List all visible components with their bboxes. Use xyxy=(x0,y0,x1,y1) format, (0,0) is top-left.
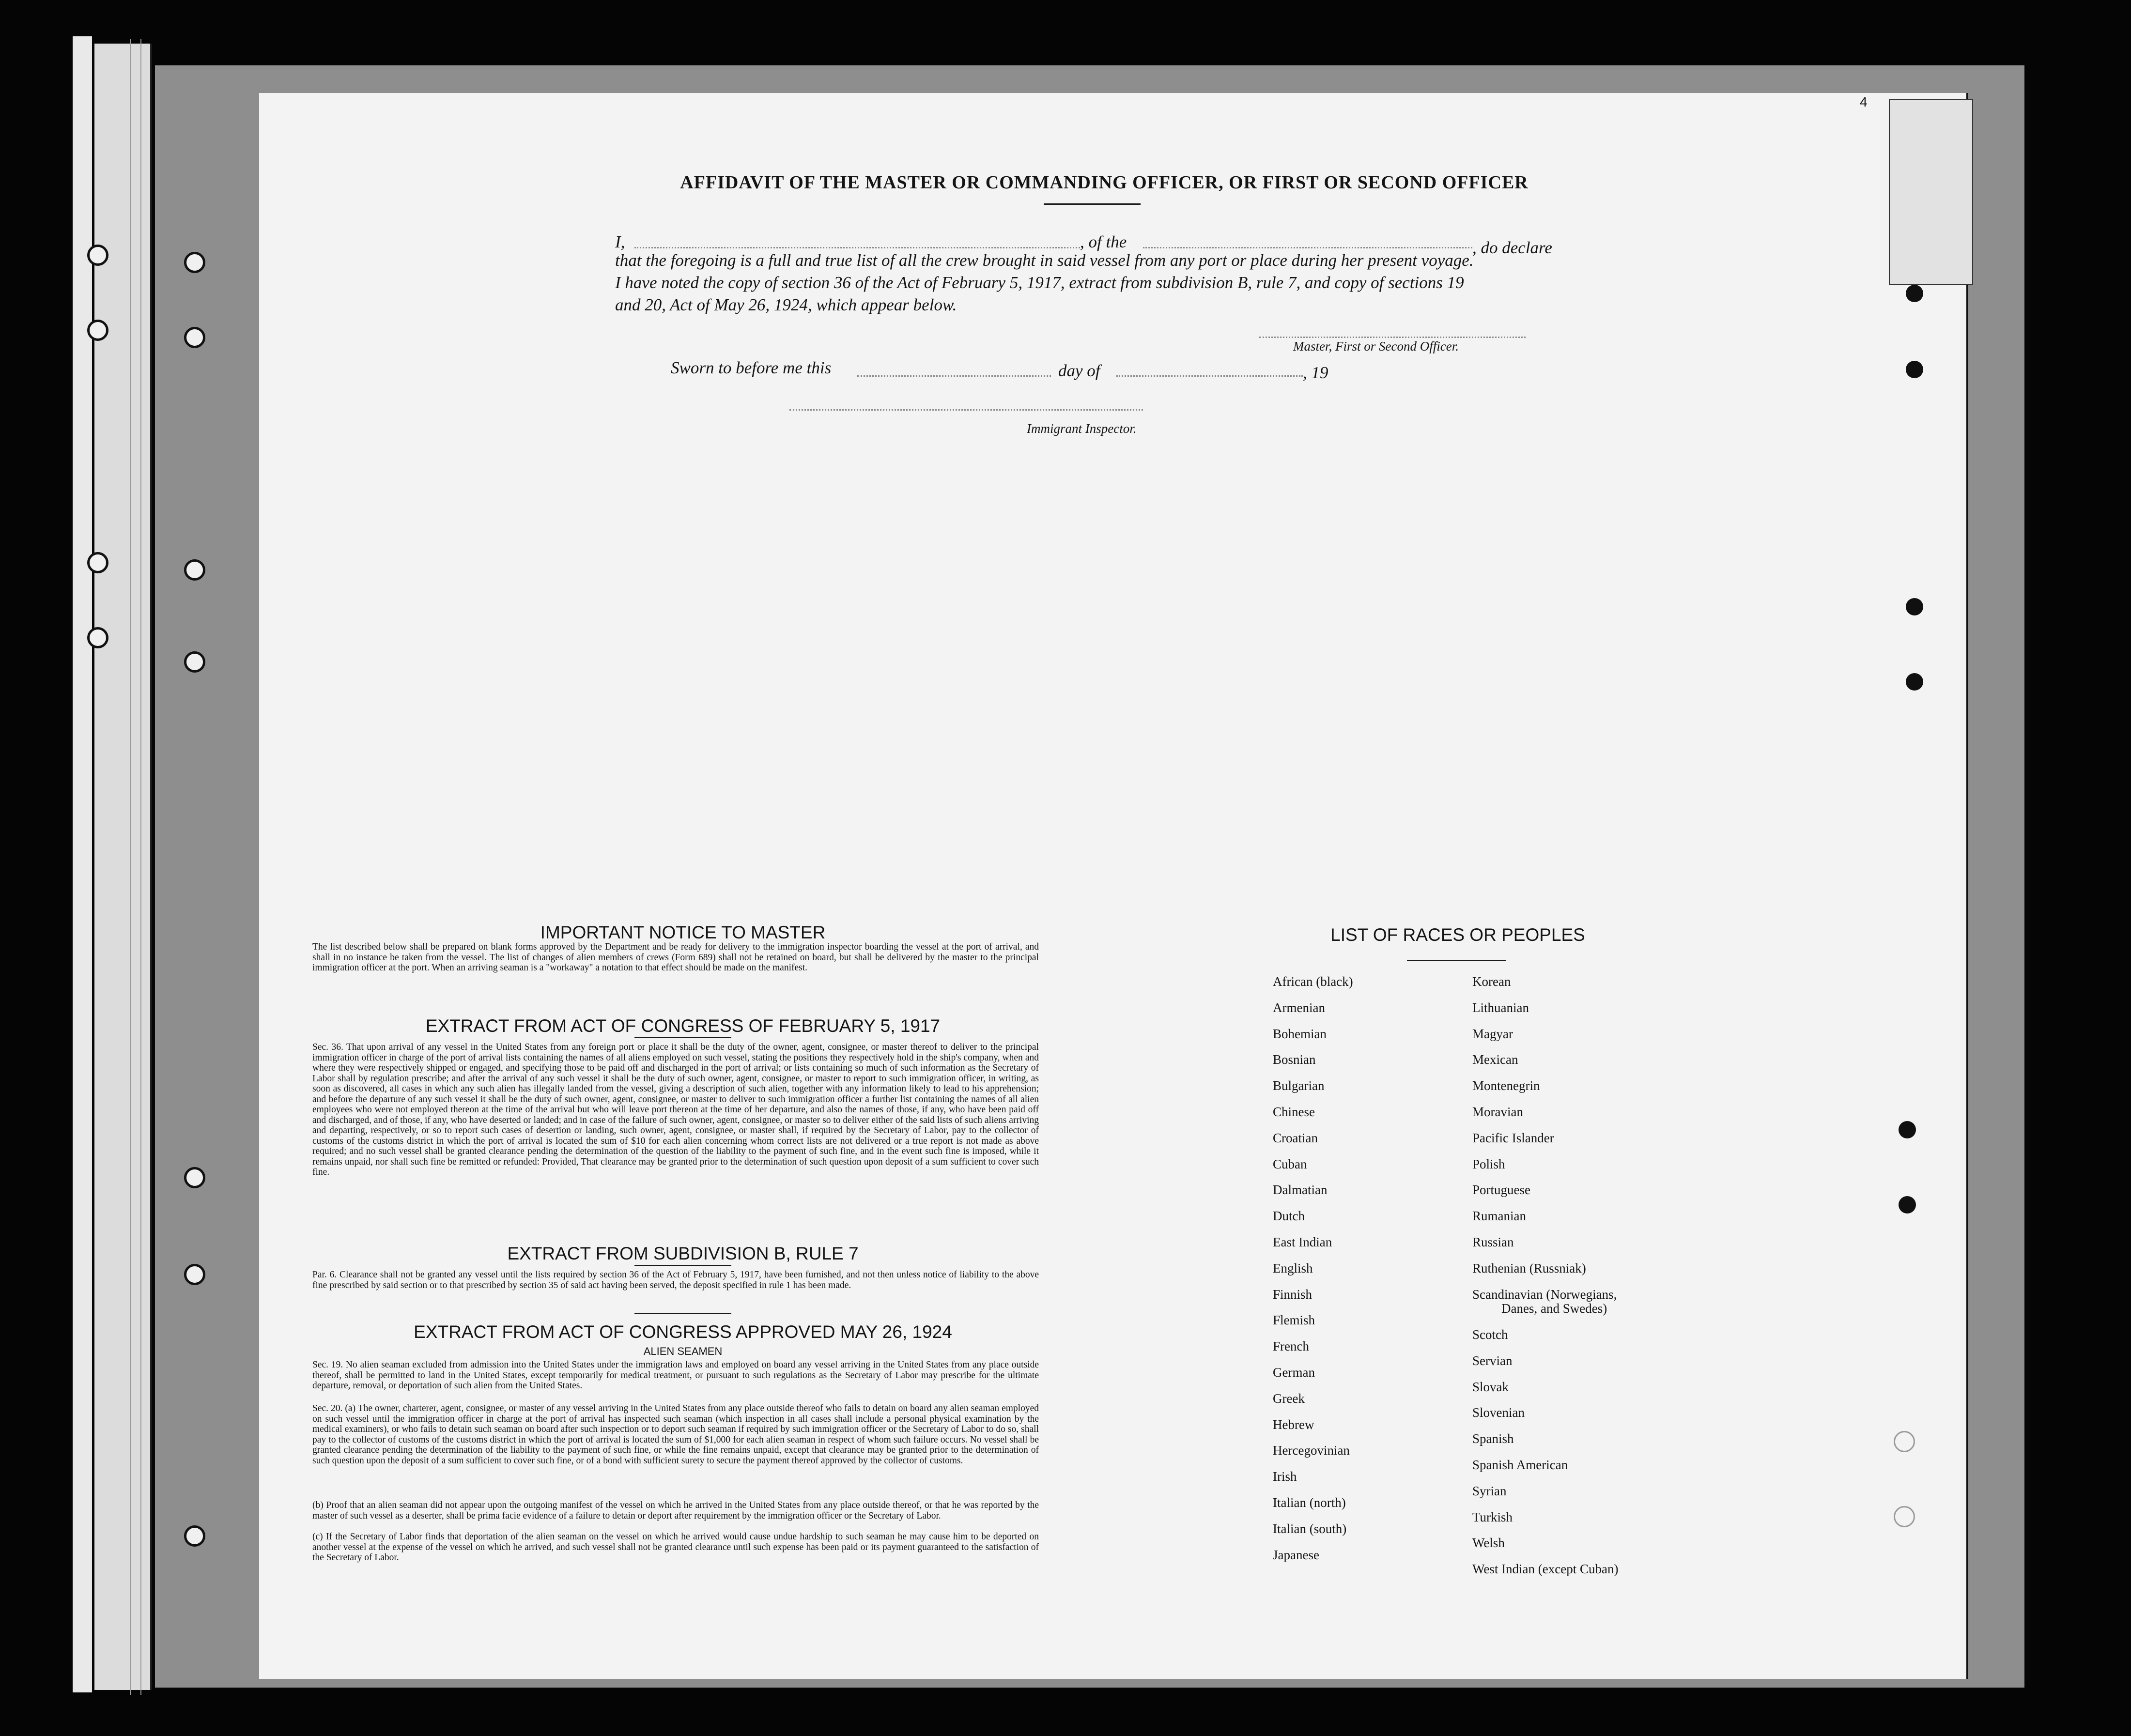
sec20c-text: (c) If the Secretary of Labor finds that deportation of the alien seaman on the vessel on which he arrived would cause undue hardship to such seaman he may cause him to be deported on another vessel at the expense of the vessel on which he arrived, and such vessel shall not be granted clearance until such expense has been paid or its payment guaranteed to the satisfaction of the Secretary of Labor. xyxy=(312,1532,1039,1563)
race-item: Greek xyxy=(1273,1391,1305,1406)
race-item: Dutch xyxy=(1273,1209,1305,1223)
punch-hole xyxy=(1906,285,1923,302)
punch-hole xyxy=(1906,673,1923,691)
race-item: Welsh xyxy=(1472,1536,1505,1550)
race-item: Syrian xyxy=(1472,1484,1507,1498)
extract-1917-title: EXTRACT FROM ACT OF CONGRESS OF FEBRUARY 5, 1917 xyxy=(425,1016,941,1036)
race-item: German xyxy=(1273,1365,1315,1380)
race-item: Bohemian xyxy=(1273,1027,1327,1041)
inspector-label: Immigrant Inspector. xyxy=(1027,421,1137,436)
punch-hole xyxy=(1894,1506,1915,1527)
race-item: Mexican xyxy=(1472,1052,1518,1067)
race-item: Hercegovinian xyxy=(1273,1443,1350,1458)
race-item: Slovak xyxy=(1472,1380,1509,1394)
notice-title: IMPORTANT NOTICE TO MASTER xyxy=(540,922,826,942)
punch-hole xyxy=(1899,1196,1916,1214)
race-item: Turkish xyxy=(1472,1510,1513,1524)
extract-1924-title: EXTRACT FROM ACT OF CONGRESS APPROVED MAY 26, 1924 xyxy=(414,1322,952,1342)
sec20a-text: Sec. 20. (a) The owner, charterer, agent, consignee, or master of any vessel arriving in the United States from any place outside thereof who fails to detain on board any alien seaman employed on such vessel until the immigration officer in charge at the port of arrival has inspected such seaman (which inspection in all cases shall include a personal physical examination by the medical examiners), or who fails to detain such seaman on board after such inspection or to deport such seaman if required by such immigration officer or the Secretary of Labor to do so, shall pay to the collector of customs of the customs district in which the port of arrival is located the sum of $1,000 for each alien seaman in respect of whom such failure occurs. No vessel shall be granted clearance pending the determination of the liability to the payment of such fine, or while the fine remains unpaid, except that clearance may be granted prior to the determination of such question upon the deposit of a sum sufficient to cover such fine, or of a bond with sufficient surety to secure the payment thereof approved by the collector of customs. xyxy=(312,1403,1039,1466)
sec19-text: Sec. 19. No alien seaman excluded from admission into the United States under the immigration laws and employed on board any vessel arriving in the United States from any place outside thereof, shall be permitted to land in the United States, except temporarily for medical treatment, or pursuant to such regulations as the Secretary of Labor may prescribe for the ultimate departure, removal, or deportation of such alien from the United States. xyxy=(312,1360,1039,1391)
affidavit-line-1: that the foregoing is a full and true list of all the crew brought in said vessel from any port or place during her present voyage. xyxy=(615,251,1474,270)
race-item: Portuguese xyxy=(1472,1183,1530,1197)
race-item: Montenegrin xyxy=(1472,1078,1540,1093)
sec20b-text: (b) Proof that an alien seaman did not appear upon the outgoing manifest of the vessel on which he arrived in the United States from any place outside thereof, or that he was reported by the master of such vessel as a deserter, shall be prima facie evidence of a failure to detain or deport after requirement by the immigration officer or the Secretary of Labor. xyxy=(312,1500,1039,1521)
affidavit-do-declare: , do declare xyxy=(1472,238,1552,257)
race-item: Moravian xyxy=(1472,1105,1523,1119)
race-item: Scandinavian (Norwegians, xyxy=(1472,1287,1617,1302)
race-item: Lithuanian xyxy=(1472,1000,1529,1015)
rule xyxy=(634,1265,731,1266)
race-item: Japanese xyxy=(1273,1548,1319,1562)
rule xyxy=(634,1313,731,1314)
race-item: Bosnian xyxy=(1273,1052,1316,1067)
race-item: Spanish xyxy=(1472,1431,1514,1446)
back-sheet-strip xyxy=(94,44,152,1690)
binder-hole xyxy=(87,320,108,341)
races-title: LIST OF RACES OR PEOPLES xyxy=(1330,925,1585,945)
binder-hole xyxy=(184,651,205,673)
rule7-title: EXTRACT FROM SUBDIVISION B, RULE 7 xyxy=(507,1244,859,1263)
race-item: Russian xyxy=(1472,1235,1514,1249)
race-item: Polish xyxy=(1472,1157,1505,1171)
binder-hole xyxy=(184,1167,205,1188)
race-item: West Indian (except Cuban) xyxy=(1472,1562,1619,1576)
sworn-day-line xyxy=(857,375,1051,377)
affidavit-line-3: and 20, Act of May 26, 1924, which appear below. xyxy=(615,295,957,314)
affidavit-title: AFFIDAVIT OF THE MASTER OR COMMANDING OFFICER, OR FIRST OR SECOND OFFICER xyxy=(680,172,1529,193)
punch-hole xyxy=(1899,1121,1916,1138)
race-item: Servian xyxy=(1472,1353,1513,1368)
binder-hole xyxy=(87,552,108,573)
name-blank-line xyxy=(634,247,1080,248)
race-item: Italian (south) xyxy=(1273,1521,1347,1536)
page-number: 4 xyxy=(1860,94,1868,109)
binder-hole xyxy=(184,559,205,581)
rule xyxy=(634,1037,731,1038)
binder-hole xyxy=(184,1264,205,1285)
race-item: African (black) xyxy=(1273,974,1353,989)
binder-hole xyxy=(87,627,108,648)
binder-hole xyxy=(184,1525,205,1547)
race-item: Korean xyxy=(1472,974,1511,989)
back-sheet-edge xyxy=(73,36,92,1692)
race-item: Dalmatian xyxy=(1273,1183,1328,1197)
race-item: Chinese xyxy=(1273,1105,1315,1119)
binder-hole xyxy=(184,327,205,348)
race-item: Spanish American xyxy=(1472,1458,1568,1472)
race-item: Hebrew xyxy=(1273,1417,1314,1432)
corner-tab xyxy=(1889,99,1973,285)
race-item: Flemish xyxy=(1273,1313,1315,1327)
punch-hole xyxy=(1894,1431,1915,1452)
extract-1924-subtitle: ALIEN SEAMEN xyxy=(643,1345,723,1357)
rule xyxy=(1407,960,1506,961)
vessel-blank-line xyxy=(1143,247,1472,248)
binder-hole xyxy=(87,245,108,266)
race-item: Cuban xyxy=(1273,1157,1307,1171)
rule7-text: Par. 6. Clearance shall not be granted any vessel until the lists required by section 36 of the Act of February 5, 1917, have been furnished, and not then unless notice of liability to the above fine prescribed by said section or to that prescribed by section 35 of said act having been served, the deposit specified in rule 1 has been made. xyxy=(312,1270,1039,1290)
title-rule xyxy=(1044,203,1141,205)
affidavit-of-the: , of the xyxy=(1080,232,1127,251)
race-item: Rumanian xyxy=(1472,1209,1526,1223)
month-line xyxy=(1116,375,1303,377)
punch-hole xyxy=(1906,361,1923,378)
race-item: Slovenian xyxy=(1472,1405,1525,1420)
strip-line xyxy=(140,39,141,1695)
affidavit-i-label: I, xyxy=(615,232,625,251)
race-item: Finnish xyxy=(1273,1287,1313,1302)
master-signature-label: Master, First or Second Officer. xyxy=(1293,339,1459,353)
race-item: Irish xyxy=(1273,1469,1297,1484)
sworn-label: Sworn to before me this xyxy=(671,358,832,377)
extract-1917-text: Sec. 36. That upon arrival of any vessel in the United States from any foreign port or place it shall be the duty of the owner, agent, consignee, or master thereof to deliver to the principal immigration officer in charge of the port of arrival lists containing the names of all aliens employed on such vessel, stating the positions they respectively hold in the ship's company, when and where they were respectively shipped or engaged, and specifying those to be paid off and discharged in the port of arrival; or lists containing so much of such information as the Secretary of Labor shall by regulation prescribe; and after the arrival of any such vessel it shall be the duty of such owner, agent, consignee, or master to report to such immigration officer, in writing, as soon as discovered, all cases in which any such alien has illegally landed from the vessel, giving a description of such alien, together with any information likely to lead to his apprehension; and before the departure of any such vessel it shall be the duty of such owner, agent, consignee, or master to deliver to such immigration officer a further list containing the names of all alien employees who were not employed thereon at the time of the arrival but who will leave port thereon at the time of her departure, and also the names of those, if any, who have been paid off and discharged, and of those, if any, who have deserted or landed; and in case of the failure of such owner, agent, consignee, or master so to deliver either of the said lists of such aliens arriving and departing, respectively, or so to report such cases of desertion or landing, such owner, agent, consignee, or master shall, if required by the Secretary of Labor, pay to the collector of customs of the customs district in which the port of arrival is located the sum of $10 for each alien concerning whom correct lists are not delivered or a true report is not made as above required; and no such vessel shall be granted clearance pending the determination of the question of the liability to the payment of such fine, and in the event such fine is imposed, while it remains unpaid, nor shall such fine be remitted or refunded: Provided, That clearance may be granted prior to the determination of such question upon deposit of a sum sufficient to cover such fine. xyxy=(312,1042,1039,1177)
race-item: French xyxy=(1273,1339,1309,1353)
race-item: Armenian xyxy=(1273,1000,1325,1015)
race-item: Italian (north) xyxy=(1273,1495,1346,1510)
race-item: Scotch xyxy=(1472,1327,1508,1342)
race-item: Croatian xyxy=(1273,1131,1318,1145)
notice-text: The list described below shall be prepared on blank forms approved by the Department and be ready for delivery to the immigration inspector boarding the vessel at the port of arrival, and shall in no instance be taken from the vessel. The list of changes of alien members of crews (Form 689) shall not be retained on board, but shall be delivered by the master to the principal immigration officer at the port. When an arriving seaman is a "workaway" a notation to that effect should be made on the manifest. xyxy=(312,942,1039,973)
strip-line xyxy=(130,39,131,1695)
race-item: East Indian xyxy=(1273,1235,1332,1249)
race-item: Ruthenian (Russniak) xyxy=(1472,1261,1586,1275)
race-item: Pacific Islander xyxy=(1472,1131,1554,1145)
punch-hole xyxy=(1906,598,1923,615)
affidavit-line-2: I have noted the copy of section 36 of the Act of February 5, 1917, extract from subdivision B, rule 7, and copy of sections 19 xyxy=(615,273,1464,292)
race-item: English xyxy=(1273,1261,1313,1275)
race-item: Danes, and Swedes) xyxy=(1501,1301,1607,1316)
day-of-label: day of xyxy=(1058,361,1100,380)
inspector-signature-line xyxy=(789,409,1143,411)
race-item: Magyar xyxy=(1472,1027,1513,1041)
master-signature-line xyxy=(1259,337,1526,338)
race-item: Bulgarian xyxy=(1273,1078,1325,1093)
binder-hole xyxy=(184,252,205,273)
year-label: , 19 xyxy=(1303,363,1328,382)
